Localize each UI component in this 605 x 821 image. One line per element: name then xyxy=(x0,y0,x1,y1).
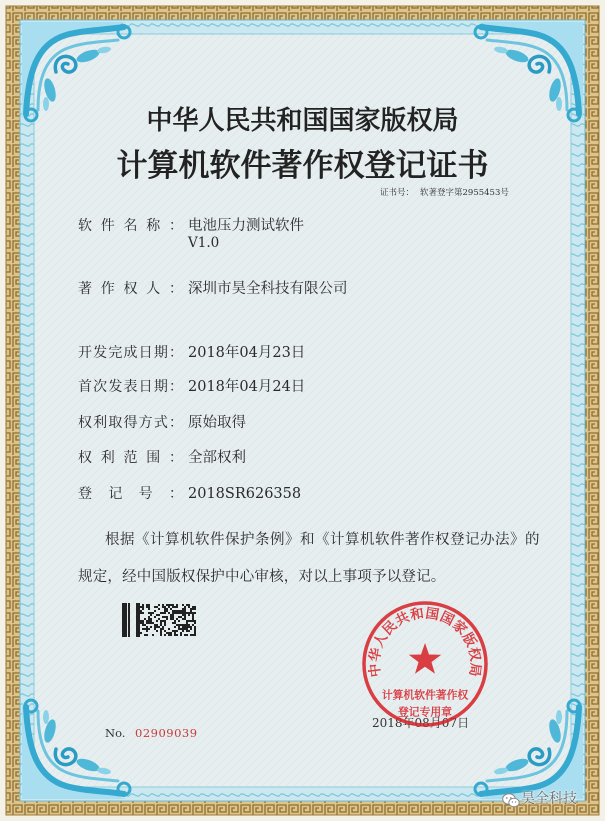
barcode-module xyxy=(188,620,190,622)
barcode-module xyxy=(164,622,166,624)
barcode-bar xyxy=(122,603,124,637)
barcode-module xyxy=(188,614,190,616)
serial-number: 02909039 xyxy=(135,726,198,740)
field-rights-scope xyxy=(78,449,558,467)
barcode-module xyxy=(190,620,192,622)
barcode-module xyxy=(174,610,176,612)
barcode-module xyxy=(194,628,196,630)
barcode-module xyxy=(180,632,182,634)
barcode-module xyxy=(192,634,194,636)
barcode-module xyxy=(170,632,172,634)
barcode-module xyxy=(154,616,156,618)
barcode-module xyxy=(192,612,194,614)
barcode-module xyxy=(170,634,172,636)
barcode-module xyxy=(174,632,176,634)
barcode-module xyxy=(172,610,174,612)
barcode-module xyxy=(140,612,142,614)
barcode-module xyxy=(168,634,170,636)
barcode-module xyxy=(160,628,162,630)
barcode-module xyxy=(192,618,194,620)
field-label: 著作权人： xyxy=(78,281,183,297)
barcode-bar xyxy=(126,603,127,637)
barcode-module xyxy=(160,632,162,634)
barcode-module xyxy=(146,622,148,624)
barcode-module xyxy=(164,612,166,614)
barcode-module xyxy=(168,632,170,634)
barcode-module xyxy=(174,620,176,622)
field-acquisition-method xyxy=(78,414,558,432)
barcode-module xyxy=(170,618,172,620)
barcode-module xyxy=(178,624,180,626)
field-value: 电池压力测试软件 xyxy=(188,218,304,234)
barcode-module xyxy=(144,634,146,636)
barcode-module xyxy=(150,622,152,624)
barcode-module xyxy=(168,606,170,608)
barcode-module xyxy=(150,626,152,628)
barcode-module xyxy=(152,622,154,624)
barcode-module xyxy=(148,620,150,622)
barcode-module xyxy=(164,634,166,636)
barcode-module xyxy=(156,614,158,616)
field-label: 权利范围： xyxy=(78,450,183,466)
barcode-module xyxy=(142,608,144,610)
barcode-module xyxy=(160,612,162,614)
barcode-module xyxy=(194,632,196,634)
barcode-module xyxy=(162,604,164,606)
barcode-module xyxy=(146,628,148,630)
certificate-title: 计算机软件著作权登记证书 xyxy=(116,148,489,184)
barcode-module xyxy=(146,630,148,632)
barcode-module xyxy=(164,620,166,622)
barcode-module xyxy=(186,630,188,632)
barcode-module xyxy=(186,634,188,636)
barcode-module xyxy=(182,612,184,614)
barcode-module xyxy=(194,608,196,610)
barcode-module xyxy=(180,612,182,614)
barcode-module xyxy=(154,606,156,608)
barcode-module xyxy=(174,622,176,624)
barcode-module xyxy=(162,612,164,614)
barcode-module xyxy=(174,626,176,628)
barcode-module xyxy=(184,608,186,610)
field-registration-number xyxy=(78,485,558,503)
barcode-module xyxy=(146,606,148,608)
field-value: 深圳市昊全科技有限公司 xyxy=(188,281,348,297)
barcode-module xyxy=(170,614,172,616)
barcode-module xyxy=(162,626,164,628)
barcode-module xyxy=(162,606,164,608)
barcode-module xyxy=(166,608,168,610)
barcode-module xyxy=(166,604,168,606)
barcode-module xyxy=(184,614,186,616)
barcode-module xyxy=(182,626,184,628)
barcode-module xyxy=(160,630,162,632)
barcode-module xyxy=(148,604,150,606)
barcode-module xyxy=(166,610,168,612)
barcode-module xyxy=(160,624,162,626)
barcode-module xyxy=(190,610,192,612)
barcode-module xyxy=(180,624,182,626)
barcode-module xyxy=(186,628,188,630)
barcode-module xyxy=(142,606,144,608)
barcode-module xyxy=(176,634,178,636)
barcode-module xyxy=(170,608,172,610)
barcode-module xyxy=(180,628,182,630)
barcode-module xyxy=(152,612,154,614)
barcode-module xyxy=(176,624,178,626)
barcode-module xyxy=(192,614,194,616)
barcode xyxy=(122,603,196,637)
barcode-module xyxy=(188,624,190,626)
barcode-module xyxy=(176,604,178,606)
barcode-module xyxy=(144,618,146,620)
barcode-module xyxy=(164,606,166,608)
barcode-module xyxy=(188,604,190,606)
barcode-module xyxy=(156,630,158,632)
barcode-module xyxy=(184,612,186,614)
barcode-module xyxy=(178,616,180,618)
barcode-module xyxy=(166,616,168,618)
barcode-module xyxy=(146,620,148,622)
barcode-module xyxy=(178,626,180,628)
barcode-module xyxy=(172,622,174,624)
seal-line-1: 计算机软件著作权 xyxy=(381,688,469,702)
barcode-module xyxy=(172,606,174,608)
barcode-module xyxy=(154,624,156,626)
svg-text:中华人民共和国国家版权局 xyxy=(366,604,485,678)
barcode-module xyxy=(194,622,196,624)
barcode-module xyxy=(148,616,150,618)
barcode-module xyxy=(168,604,170,606)
barcode-bar xyxy=(136,603,138,637)
barcode-module xyxy=(168,612,170,614)
barcode-module xyxy=(154,626,156,628)
barcode-module xyxy=(150,618,152,620)
barcode-module xyxy=(158,626,160,628)
barcode-module xyxy=(140,622,142,624)
barcode-module xyxy=(178,620,180,622)
barcode-module xyxy=(182,618,184,620)
barcode-module xyxy=(170,604,172,606)
barcode-module xyxy=(150,612,152,614)
barcode-module xyxy=(146,626,148,628)
barcode-module xyxy=(184,610,186,612)
barcode-module xyxy=(172,604,174,606)
barcode-module xyxy=(148,612,150,614)
barcode-module xyxy=(194,612,196,614)
barcode-module xyxy=(160,634,162,636)
statement-line-1: 根据《计算机软件保护条例》和《计算机软件著作权登记办法》的 xyxy=(105,532,540,548)
barcode-module xyxy=(194,630,196,632)
barcode-module xyxy=(186,604,188,606)
barcode-module xyxy=(144,628,146,630)
barcode-module xyxy=(184,624,186,626)
barcode-module xyxy=(172,614,174,616)
barcode-module xyxy=(194,606,196,608)
field-label: 登记号： xyxy=(78,486,183,502)
barcode-module xyxy=(168,628,170,630)
barcode-module xyxy=(190,608,192,610)
barcode-module xyxy=(148,622,150,624)
barcode-module xyxy=(172,630,174,632)
barcode-module xyxy=(148,628,150,630)
barcode-module xyxy=(172,616,174,618)
field-completion-date xyxy=(78,344,558,362)
barcode-module xyxy=(170,616,172,618)
barcode-module xyxy=(190,634,192,636)
barcode-module xyxy=(154,610,156,612)
barcode-module xyxy=(174,612,176,614)
barcode-module xyxy=(188,630,190,632)
barcode-module xyxy=(148,608,150,610)
barcode-module xyxy=(182,630,184,632)
barcode-module xyxy=(172,618,174,620)
barcode-module xyxy=(158,618,160,620)
barcode-module xyxy=(182,604,184,606)
barcode-module xyxy=(192,606,194,608)
barcode-module xyxy=(158,604,160,606)
serial-label: No. xyxy=(105,726,126,740)
statement-line-2: 规定，经中国版权保护中心审核，对以上事项予以登记。 xyxy=(78,569,446,585)
barcode-module xyxy=(166,618,168,620)
barcode-module xyxy=(176,606,178,608)
barcode-module xyxy=(176,612,178,614)
barcode-module xyxy=(182,608,184,610)
field-label: 权利取得方式： xyxy=(78,415,183,431)
field-value: 全部权利 xyxy=(188,450,246,466)
barcode-bar xyxy=(124,603,126,637)
field-label: 首次发表日期： xyxy=(78,379,183,395)
barcode-module xyxy=(188,612,190,614)
barcode-bar xyxy=(138,603,140,637)
barcode-module xyxy=(194,634,196,636)
certificate-number-label: 证书号： xyxy=(380,188,415,198)
field-publication-date xyxy=(78,378,558,396)
barcode-module xyxy=(192,616,194,618)
official-seal xyxy=(360,599,490,729)
barcode-module xyxy=(142,628,144,630)
barcode-module xyxy=(164,624,166,626)
barcode-module xyxy=(162,616,164,618)
barcode-module xyxy=(192,624,194,626)
barcode-module xyxy=(162,628,164,630)
barcode-module xyxy=(172,612,174,614)
barcode-module xyxy=(154,628,156,630)
barcode-module xyxy=(140,632,142,634)
barcode-module xyxy=(152,634,154,636)
barcode-module xyxy=(188,606,190,608)
certificate-number-value: 软著登字第2955453号 xyxy=(420,188,509,198)
barcode-module xyxy=(182,610,184,612)
barcode-module xyxy=(182,624,184,626)
barcode-module xyxy=(176,630,178,632)
barcode-module xyxy=(142,622,144,624)
barcode-module xyxy=(150,614,152,616)
barcode-module xyxy=(142,624,144,626)
barcode-module xyxy=(184,628,186,630)
barcode-module xyxy=(192,608,194,610)
barcode-module xyxy=(186,622,188,624)
barcode-module xyxy=(176,618,178,620)
barcode-module xyxy=(142,604,144,606)
barcode-module xyxy=(142,612,144,614)
barcode-module xyxy=(174,634,176,636)
star-icon xyxy=(409,643,441,674)
wechat-icon xyxy=(502,793,520,808)
barcode-module xyxy=(160,622,162,624)
barcode-module xyxy=(190,612,192,614)
field-software-name xyxy=(78,217,558,235)
barcode-module xyxy=(184,616,186,618)
seal-ring-text: 中华人民共和国国家版权局 xyxy=(366,605,484,678)
barcode-module xyxy=(186,626,188,628)
barcode-module xyxy=(178,612,180,614)
certificate-panel xyxy=(34,34,571,787)
barcode-module xyxy=(174,630,176,632)
barcode-module xyxy=(142,620,144,622)
barcode-module xyxy=(184,626,186,628)
barcode-module xyxy=(164,616,166,618)
barcode-module xyxy=(182,628,184,630)
barcode-module xyxy=(186,612,188,614)
barcode-module xyxy=(164,608,166,610)
barcode-module xyxy=(166,632,168,634)
field-value: 2018年04月23日 xyxy=(188,345,306,361)
barcode-module xyxy=(180,610,182,612)
barcode-module xyxy=(186,620,188,622)
barcode-module xyxy=(156,626,158,628)
field-label: 开发完成日期： xyxy=(78,345,183,361)
barcode-module xyxy=(146,604,148,606)
barcode-module xyxy=(178,610,180,612)
barcode-module xyxy=(180,634,182,636)
barcode-module xyxy=(182,614,184,616)
watermark-text: 昊全科技 xyxy=(521,791,577,807)
barcode-module xyxy=(158,614,160,616)
field-value: 2018年04月24日 xyxy=(188,379,306,395)
software-version: V1.0 xyxy=(188,235,220,251)
barcode-module xyxy=(194,620,196,622)
barcode-module xyxy=(190,628,192,630)
barcode-module xyxy=(148,606,150,608)
barcode-module xyxy=(140,606,142,608)
barcode-module xyxy=(164,610,166,612)
barcode-module xyxy=(160,620,162,622)
barcode-module xyxy=(148,618,150,620)
issuer-name: 中华人民共和国国家版权局 xyxy=(146,106,459,136)
barcode-module xyxy=(140,610,142,612)
barcode-module xyxy=(176,610,178,612)
barcode-module xyxy=(156,624,158,626)
field-value: 2018SR626358 xyxy=(188,486,302,502)
barcode-module xyxy=(190,626,192,628)
barcode-module xyxy=(144,624,146,626)
field-label: 软件名称： xyxy=(78,218,183,234)
barcode-module xyxy=(156,606,158,608)
barcode-module xyxy=(194,626,196,628)
barcode-module xyxy=(186,624,188,626)
barcode-module xyxy=(174,606,176,608)
issue-date: 2018年08月07日 xyxy=(372,716,470,730)
barcode-module xyxy=(184,634,186,636)
barcode-module xyxy=(180,616,182,618)
barcode-module xyxy=(184,606,186,608)
seal-line-2: 登记专用章 xyxy=(398,705,452,719)
barcode-module xyxy=(162,620,164,622)
barcode-module xyxy=(164,630,166,632)
field-copyright-owner xyxy=(78,280,558,298)
barcode-bar xyxy=(128,603,130,637)
barcode-module xyxy=(158,608,160,610)
barcode-module xyxy=(192,620,194,622)
field-value: 原始取得 xyxy=(188,415,246,431)
barcode-module xyxy=(184,618,186,620)
barcode-module xyxy=(140,620,142,622)
barcode-module xyxy=(156,620,158,622)
barcode-module xyxy=(146,634,148,636)
barcode-module xyxy=(150,620,152,622)
barcode-module xyxy=(188,626,190,628)
barcode-module xyxy=(178,628,180,630)
